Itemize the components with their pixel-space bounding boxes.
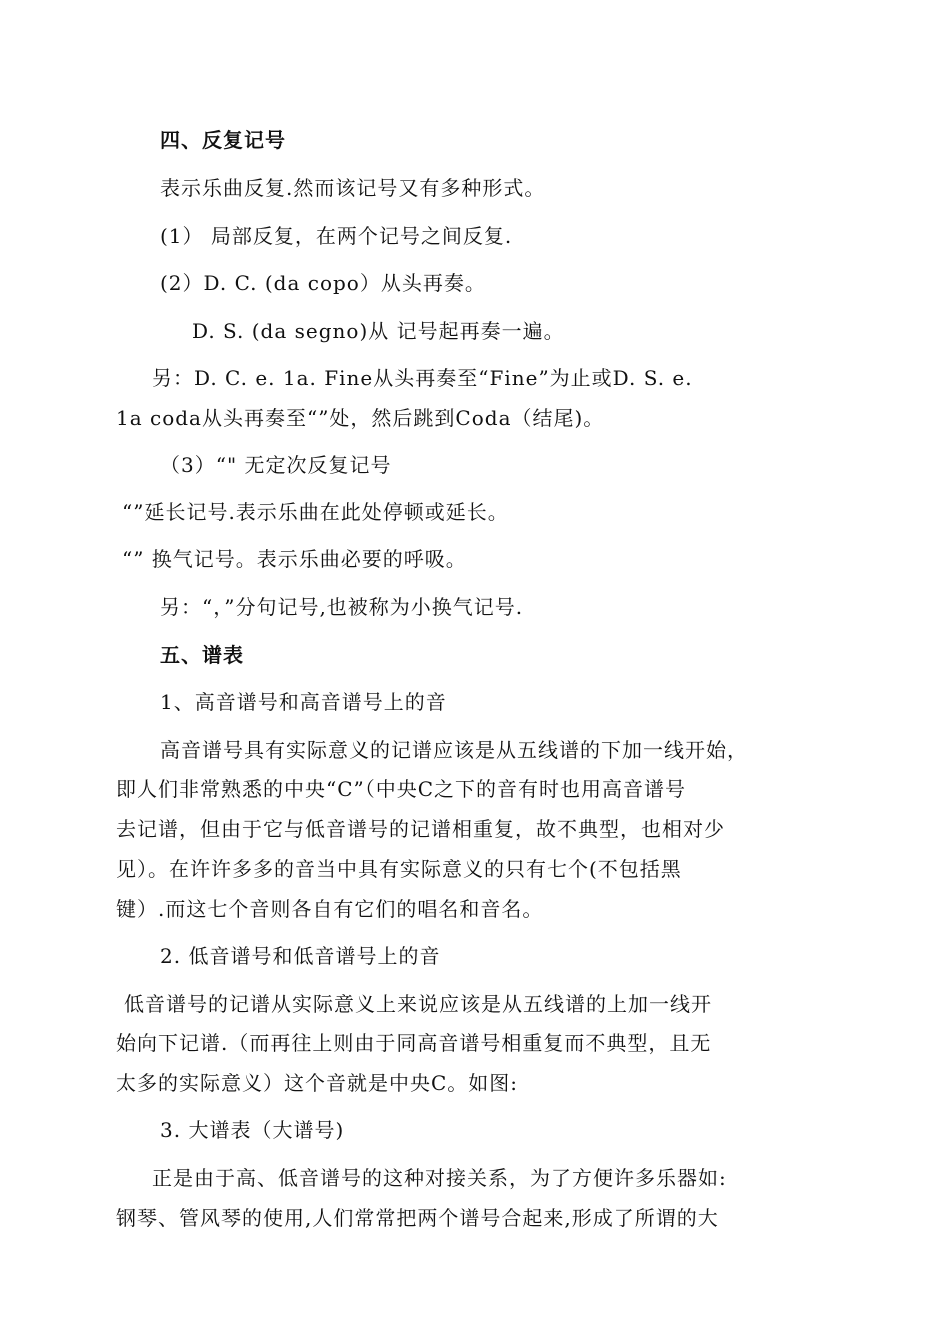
breath-mark-note: “” 换气记号。表示乐曲必要的呼吸。 bbox=[122, 547, 467, 571]
fermata-note: “”延长记号.表示乐曲在此处停顿或延长。 bbox=[122, 500, 509, 524]
subsection-2-paragraph-line: 太多的实际意义）这个音就是中央C。如图: bbox=[116, 1071, 519, 1095]
section-5-heading: 五、谱表 bbox=[160, 643, 244, 667]
repeat-item-2b: D. S. (da segno)从 记号起再奏一遍。 bbox=[192, 319, 565, 343]
comma-note: 另：“，”分句记号,也被称为小换气记号. bbox=[160, 595, 524, 619]
repeat-item-3: （3）“" 无定次反复记号 bbox=[160, 453, 392, 477]
subsection-3-paragraph-line: 钢琴、管风琴的使用,人们常常把两个谱号合起来,形成了所谓的大 bbox=[116, 1206, 719, 1230]
subsection-2-title: 2. 低音谱号和低音谱号上的音 bbox=[160, 944, 441, 968]
repeat-note-line-2: 1a coda从头再奏至“”处，然后跳到Coda（结尾)。 bbox=[116, 406, 605, 430]
subsection-3-title: 3. 大谱表（大谱号) bbox=[160, 1118, 345, 1142]
subsection-2-paragraph-line: 始向下记谱.（而再往上则由于同高音谱号相重复而不典型，且无 bbox=[116, 1031, 712, 1055]
subsection-1-paragraph-line: 即人们非常熟悉的中央“C”（中央C之下的音有时也用高音谱号 bbox=[116, 777, 687, 801]
subsection-1-paragraph-line: 键）.而这七个音则各自有它们的唱名和音名。 bbox=[116, 897, 544, 921]
subsection-1-paragraph-line: 去记谱，但由于它与低音谱号的记谱相重复，故不典型，也相对少 bbox=[116, 817, 725, 841]
repeat-note-line-1: 另：D. C. e. 1a. Fine从头再奏至“Fine”为止或D. S. e. bbox=[152, 366, 693, 390]
subsection-1-paragraph-line: 见）。在许许多多的音当中具有实际意义的只有七个(不包括黑 bbox=[116, 857, 682, 881]
repeat-item-1: (1） 局部反复，在两个记号之间反复. bbox=[160, 224, 513, 248]
section-4-heading: 四、反复记号 bbox=[160, 128, 286, 152]
subsection-1-title: 1、高音谱号和高音谱号上的音 bbox=[160, 690, 447, 714]
subsection-1-paragraph-line: 高音谱号具有实际意义的记谱应该是从五线谱的下加一线开始， bbox=[160, 738, 748, 762]
subsection-2-paragraph-line: 低音谱号的记谱从实际意义上来说应该是从五线谱的上加一线开 bbox=[124, 992, 712, 1016]
repeat-item-2: (2）D. C. (da copo）从头再奏。 bbox=[160, 271, 486, 295]
subsection-3-paragraph-line: 正是由于高、低音谱号的这种对接关系，为了方便许多乐器如: bbox=[152, 1166, 727, 1190]
section-4-intro: 表示乐曲反复.然而该记号又有多种形式。 bbox=[160, 176, 546, 200]
